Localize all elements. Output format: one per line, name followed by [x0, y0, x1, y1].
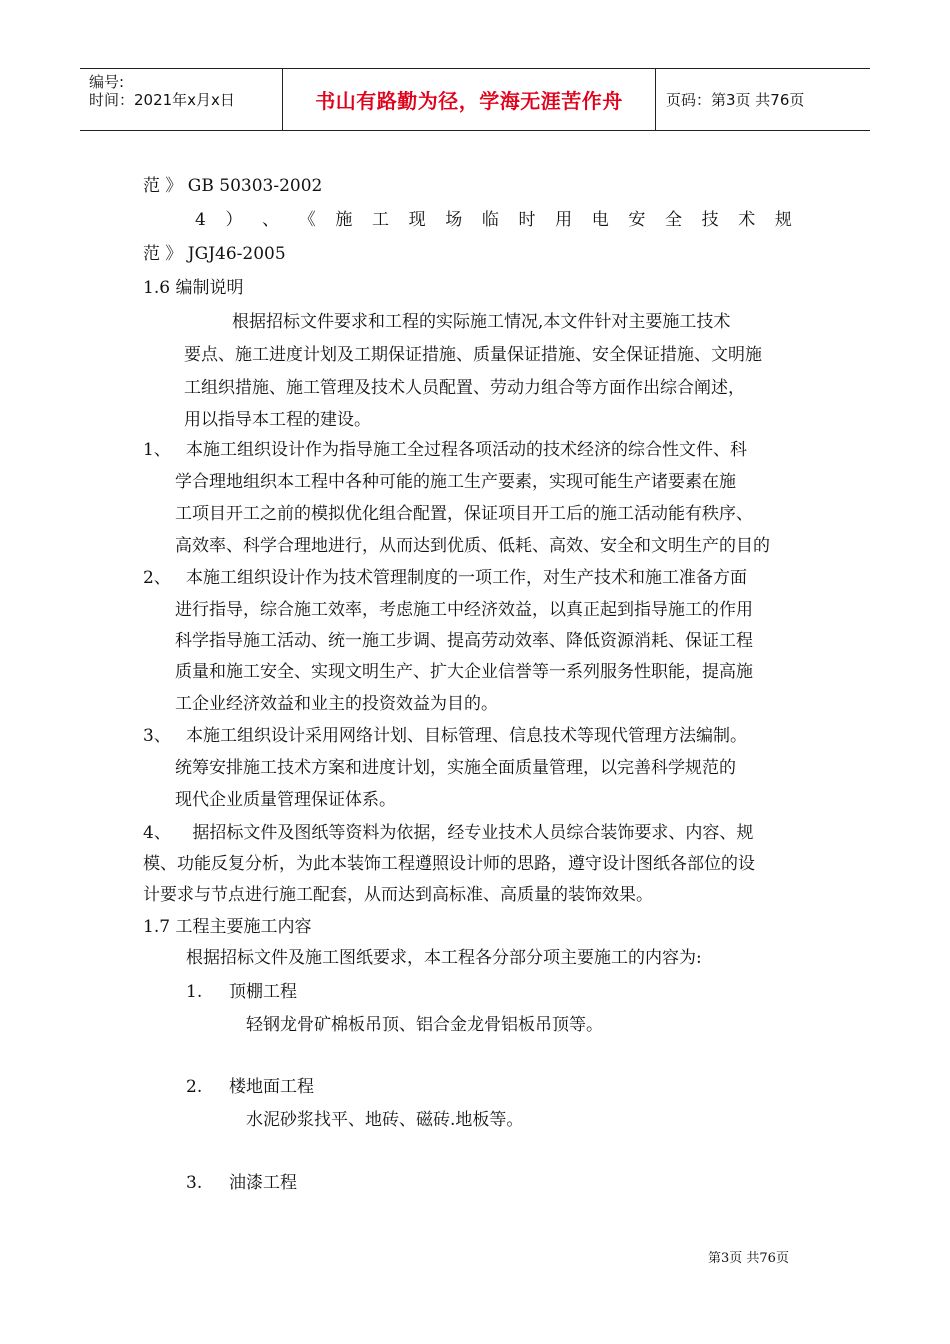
char: 现	[408, 210, 426, 230]
sub-item-desc: 水泥砂浆找平、地砖、磁砖.地板等。	[246, 1110, 524, 1130]
char: 时	[518, 210, 536, 230]
char: 施	[335, 210, 353, 230]
header-motto: 书山有路勤为径，学海无涯苦作舟	[283, 69, 656, 130]
body-line: 范 》 GB 50303-2002	[143, 176, 323, 196]
char: 用	[555, 210, 573, 230]
sub-item-title: 油漆工程	[229, 1173, 297, 1193]
paragraph-line: 本施工组织设计作为技术管理制度的一项工作，对生产技术和施工准备方面	[186, 568, 747, 588]
char: ）	[225, 210, 243, 230]
sub-item-number: 3.	[186, 1173, 203, 1193]
paragraph-line: 模、功能反复分析，为此本装饰工程遵照设计师的思路，遵守设计图纸各部位的设	[143, 854, 755, 874]
char: 电	[591, 210, 609, 230]
paragraph-line: 统筹安排施工技术方案和进度计划，实施全面质量管理，以完善科学规范的	[175, 758, 736, 778]
char: 全	[664, 210, 682, 230]
sub-item-number: 2.	[186, 1077, 203, 1097]
paragraph-line: 质量和施工安全、实现文明生产、扩大企业信誉等一系列服务性职能，提高施	[175, 662, 753, 682]
sub-item-desc: 轻钢龙骨矿棉板吊顶、铝合金龙骨铝板吊顶等。	[246, 1015, 603, 1035]
char: 场	[445, 210, 463, 230]
paragraph-line: 根据招标文件及施工图纸要求，本工程各分部分项主要施工的内容为:	[186, 948, 702, 968]
paragraph-line: 学合理地组织本工程中各种可能的施工生产要素，实现可能生产诸要素在施	[175, 472, 736, 492]
paragraph-line: 高效率、科学合理地进行，从而达到优质、低耗、高效、安全和文明生产的目的	[175, 536, 770, 556]
header-page-code: 页码：第3页 共76页	[666, 91, 805, 109]
section-heading-1-6: 1.6 编制说明	[143, 278, 244, 298]
char: 安	[628, 210, 646, 230]
list-marker: 1、	[143, 440, 171, 460]
paragraph-line: 科学指导施工活动、统一施工步调、提高劳动效率、降低资源消耗、保证工程	[175, 631, 753, 651]
char: 术	[738, 210, 756, 230]
standard-item-4	[195, 210, 792, 230]
paragraph-line: 本施工组织设计采用网络计划、目标管理、信息技术等现代管理方法编制。	[186, 726, 747, 746]
list-marker: 2、	[143, 568, 171, 588]
char: 临	[481, 210, 499, 230]
paragraph-line: 4、 据招标文件及图纸等资料为依据，经专业技术人员综合装饰要求、内容、规	[143, 823, 754, 843]
paragraph-line: 根据招标文件要求和工程的实际施工情况,本文件针对主要施工技术	[232, 312, 731, 332]
char: 《	[298, 210, 316, 230]
list-marker: 3、	[143, 726, 171, 746]
sub-item-title: 楼地面工程	[229, 1077, 314, 1097]
paragraph-line: 工组织措施、施工管理及技术人员配置、劳动力组合等方面作出综合阐述，	[184, 378, 745, 398]
sub-item-title: 顶棚工程	[229, 982, 297, 1002]
paragraph-line: 现代企业质量管理保证体系。	[175, 790, 396, 810]
page-header	[80, 68, 870, 131]
paragraph-line: 要点、施工进度计划及工期保证措施、质量保证措施、安全保证措施、文明施	[184, 345, 762, 365]
sub-item-number: 1.	[186, 982, 203, 1002]
paragraph-line: 用以指导本工程的建设。	[184, 410, 371, 430]
char: 、	[262, 210, 280, 230]
header-meta-cell	[80, 69, 283, 130]
paragraph-line: 工项目开工之前的模拟优化组合配置，保证项目开工后的施工活动能有秩序、	[175, 504, 753, 524]
char: 4	[195, 210, 206, 230]
paragraph-line: 进行指导，综合施工效率，考虑施工中经济效益，以真正起到指导施工的作用	[175, 600, 753, 620]
char: 技	[701, 210, 719, 230]
doc-time-label: 时间：2021年x月x日	[89, 91, 235, 109]
paragraph-line: 计要求与节点进行施工配套，从而达到高标准、高质量的装饰效果。	[143, 885, 653, 905]
section-heading-1-7: 1.7 工程主要施工内容	[143, 917, 312, 937]
paragraph-line: 工企业经济效益和业主的投资效益为目的。	[175, 694, 498, 714]
page-footer-number: 第3页 共76页	[708, 1251, 789, 1266]
doc-number-label: 编号:	[89, 73, 125, 91]
paragraph-line: 本施工组织设计作为指导施工全过程各项活动的技术经济的综合性文件、科	[186, 440, 747, 460]
char: 规	[774, 210, 792, 230]
body-line: 范 》 JGJ46-2005	[143, 244, 286, 264]
char: 工	[371, 210, 389, 230]
